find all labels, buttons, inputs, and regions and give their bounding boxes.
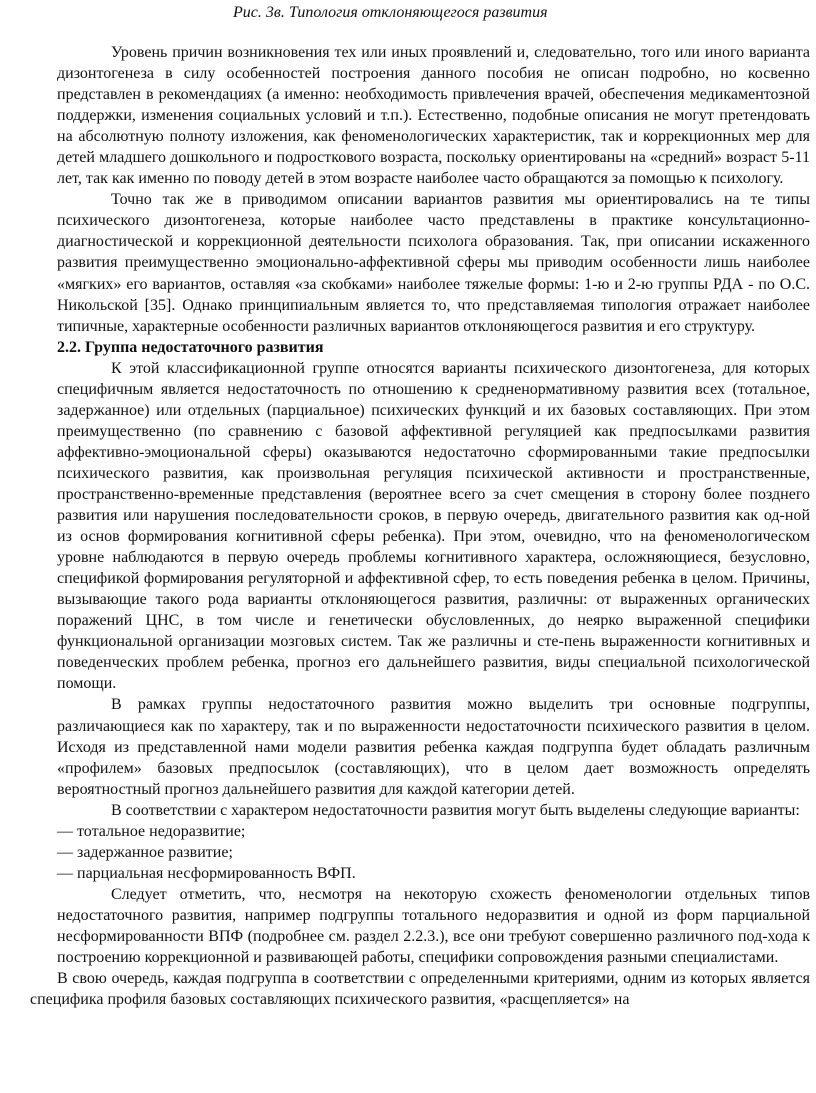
section-heading-text: 2.2. Группа недостаточного развития — [57, 338, 324, 356]
section-heading — [57, 337, 810, 358]
paragraph-variants: Точно так же в приводимом описании вариантов развития мы ориентировались на те типы психического дизонтогенеза, которые наиболее часто представлены в практике консультационно-диагностической и коррекционной деятельности психолога образования. Так, при описании искаженного развития преимущественно эмоционально-аффективной сферы мы приводим особенности лишь наиболее «мягких» его вариантов, оставляя «за скобками» наиболее тяжелые формы: 1-ю и 2-ю группы РДА - по О.С. Никольской [35]. Однако принципиальным является то, что представляемая типология отражает наиболее типичные, характерные особенности различных вариантов отклоняющегося развития и его структуру. — [57, 191, 810, 335]
variants-list — [57, 821, 810, 884]
figure-caption: Рис. 3в. Типология отклоняющегося развития — [233, 4, 548, 21]
paragraph-list-intro: В соответствии с характером недостаточности развития могут быть выделены следующие варианты: — [111, 801, 800, 819]
list-item: — парциальная несформированность ВФП. — [57, 864, 356, 882]
paragraph-classification: К этой классификационной группе относятся варианты психического дизонтогенеза, для которых специфичным является недостаточность по отношению к средненормативному развития всех (тотальное, задержанное) или отдельных (парциальное) психических функций и их базовых составляющих. При этом преимущественно (по сравнению с базовой аффективной регуляцией как предпосылками развития аффективно-эмоциональной сферы) оказываются недостаточно сформированными такие предпосылки психического развития, как произвольная регуляция психической активности и пространственные, пространственно-временные представления (вероятнее всего за счет смещения в сторону более позднего развития или нарушения последовательности сроков, в первую очередь, двигательного развития как од-ной из основ формирования когнитивной сферы ребенка). При этом, очевидно, что на феноменологическом уровне наблюдаются в первую очередь проблемы когнитивного характера, осложняющиеся, безусловно, спецификой формирования регуляторной и аффективной сфер, то есть поведения ребенка в целом. Причины, вызывающие такого рода варианты отклоняющегося развития, различны: от выраженных органических поражений ЦНС, в том числе и генетически обусловленных, до неярко выраженной специфики функциональной организации мозговых систем. Так же различны и сте-пень выраженности когнитивных и поведенческих проблем ребенка, прогноз его дальнейшего развития, виды специальной психологической помощи. — [57, 359, 810, 693]
paragraph-causes: Уровень причин возникновения тех или иных проявлений и, следовательно, того или иного варианта дизонтогенеза в силу особенностей построения данного пособия не описан подробно, но косвенно представлен в рекомендациях (а именно: необходимость привлечения врачей, обеспечения медикаментозной поддержки, изменения социальных условий и т.п.). Естественно, подобные описания не могут претендовать на абсолютную полноту изложения, как феноменологических характеристик, так и коррекционных мер для детей младшего дошкольного и подросткового возраста, поскольку ориентированы на «средний» возраст 5-11 лет, так как именно по поводу детей в этом возрасте наиболее часто обращаются за помощью к психологу. — [57, 44, 810, 188]
paragraph-split: В свою очередь, каждая подгруппа в соответствии с определенными критериями, одним из которых является специфика профиля базовых составляющих психического развития, «расщепляется» на — [30, 970, 810, 1009]
list-item: — тотальное недоразвитие; — [57, 822, 246, 840]
list-item: — задержанное развитие; — [57, 843, 233, 861]
paragraph-subgroups: В рамках группы недостаточного развития можно выделить три основные подгруппы, различающиеся как по характеру, так и по выраженности недостаточности психического развития в целом. Исходя из представленной нами модели развития ребенка каждая подгруппа будет обладать различным «профилем» базовых предпосылок (составляющих), что в целом дает возможность определять вероятностный прогноз дальнейшего развития для каждой категории детей. — [57, 696, 810, 798]
paragraph-note: Следует отметить, что, несмотря на некоторую схожесть феноменологии отдельных типов недостаточного развития, например подгруппы тотального недоразвития и одной из форм парциальной несформированности ВПФ (подробнее см. раздел 2.2.3.), все они требуют совершенно различного под-хода к построению коррекционной и развивающей работы, специфики сопровождения разными специалистами. — [57, 885, 810, 967]
